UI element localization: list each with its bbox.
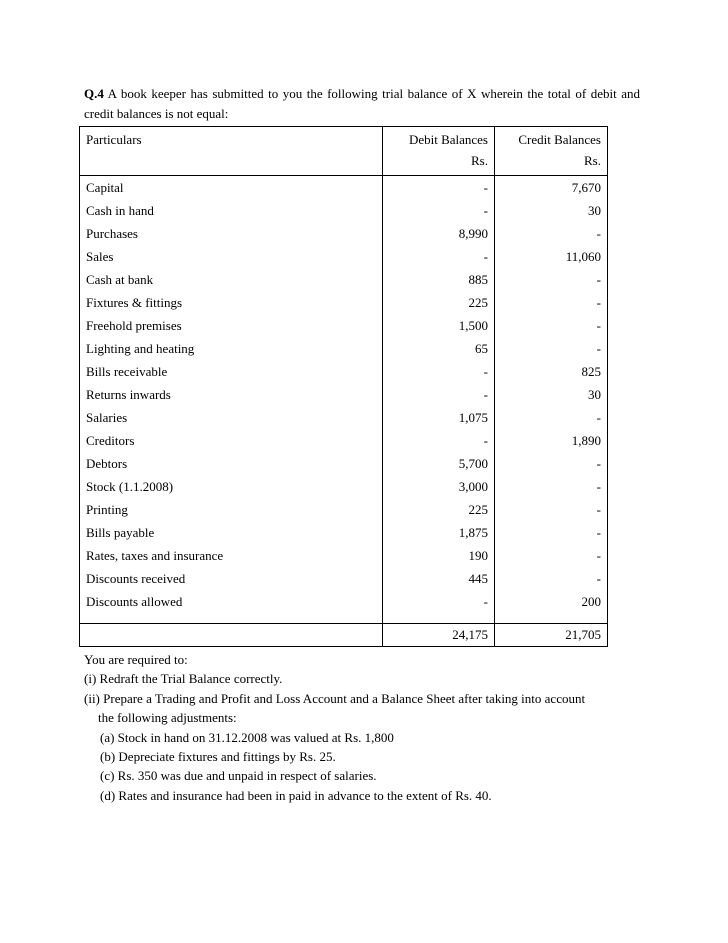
row-credit: - xyxy=(495,406,608,429)
header-particulars: Particulars xyxy=(80,127,383,176)
header-credit-unit: Rs. xyxy=(584,153,601,168)
row-debit: - xyxy=(383,383,495,406)
row-credit: 30 xyxy=(495,383,608,406)
row-credit: - xyxy=(495,291,608,314)
row-credit: 30 xyxy=(495,199,608,222)
row-debit: 65 xyxy=(383,337,495,360)
table-row xyxy=(80,314,608,337)
row-credit: 200 xyxy=(495,590,608,613)
instructions xyxy=(84,650,664,805)
row-debit: - xyxy=(383,199,495,222)
spacer-cell xyxy=(80,613,383,624)
adjustment-item: (c) Rs. 350 was due and unpaid in respect of salaries. xyxy=(100,768,377,784)
row-credit: - xyxy=(495,452,608,475)
row-particular: Bills receivable xyxy=(80,360,383,383)
spacer-cell xyxy=(383,613,495,624)
row-particular: Salaries xyxy=(80,406,383,429)
table-row xyxy=(80,383,608,406)
table-row xyxy=(80,245,608,268)
row-debit: - xyxy=(383,360,495,383)
total-label-cell xyxy=(80,624,383,647)
row-particular: Bills payable xyxy=(80,521,383,544)
row-credit: 7,670 xyxy=(495,176,608,200)
row-particular: Fixtures & fittings xyxy=(80,291,383,314)
table-row xyxy=(80,291,608,314)
row-debit: 1,875 xyxy=(383,521,495,544)
table-row xyxy=(80,268,608,291)
row-particular: Sales xyxy=(80,245,383,268)
row-debit: 1,075 xyxy=(383,406,495,429)
adjustment-item: (a) Stock in hand on 31.12.2008 was valued at Rs. 1,800 xyxy=(100,729,394,745)
row-credit: - xyxy=(495,268,608,291)
table-row xyxy=(80,521,608,544)
table-row xyxy=(80,452,608,475)
header-debit-unit: Rs. xyxy=(471,153,488,168)
row-debit: 1,500 xyxy=(383,314,495,337)
table-spacer-row xyxy=(80,613,608,624)
row-particular: Discounts allowed xyxy=(80,590,383,613)
table-total-row xyxy=(80,624,608,647)
row-particular: Purchases xyxy=(80,222,383,245)
header-debit xyxy=(383,127,495,176)
adjustment-item: (b) Depreciate fixtures and fittings by Rs. 25. xyxy=(100,749,336,765)
row-debit: 5,700 xyxy=(383,452,495,475)
row-debit: 445 xyxy=(383,567,495,590)
row-particular: Capital xyxy=(80,176,383,200)
adjustment-item: (d) Rates and insurance had been in paid in advance to the extent of Rs. 40. xyxy=(100,787,492,803)
header-credit-label: Credit Balances xyxy=(518,132,601,147)
table-row xyxy=(80,360,608,383)
instruction-item: (i) Redraft the Trial Balance correctly. xyxy=(84,671,283,687)
instructions-intro: You are required to: xyxy=(84,652,188,667)
row-credit: - xyxy=(495,475,608,498)
row-credit: - xyxy=(495,521,608,544)
row-credit: - xyxy=(495,314,608,337)
row-credit: - xyxy=(495,544,608,567)
row-debit: 225 xyxy=(383,498,495,521)
table-row xyxy=(80,590,608,613)
trial-balance-table xyxy=(79,126,608,647)
row-debit: - xyxy=(383,245,495,268)
spacer-cell xyxy=(495,613,608,624)
row-debit: - xyxy=(383,176,495,200)
row-debit: - xyxy=(383,590,495,613)
table-row xyxy=(80,176,608,200)
table-row xyxy=(80,567,608,590)
row-debit: 3,000 xyxy=(383,475,495,498)
instruction-item: the following adjustments: xyxy=(98,710,237,726)
table-row xyxy=(80,429,608,452)
header-credit xyxy=(495,127,608,176)
table-row xyxy=(80,337,608,360)
row-particular: Discounts received xyxy=(80,567,383,590)
question-text: A book keeper has submitted to you the following trial balance of X wherein the total of debit and credit balances is not equal: xyxy=(84,86,640,121)
table-row xyxy=(80,475,608,498)
row-credit: 11,060 xyxy=(495,245,608,268)
row-particular: Debtors xyxy=(80,452,383,475)
table-row xyxy=(80,222,608,245)
question-number: Q.4 xyxy=(84,86,104,101)
row-particular: Creditors xyxy=(80,429,383,452)
total-credit: 21,705 xyxy=(495,624,608,647)
question-paragraph xyxy=(84,84,640,124)
total-debit: 24,175 xyxy=(383,624,495,647)
row-credit: - xyxy=(495,222,608,245)
row-particular: Stock (1.1.2008) xyxy=(80,475,383,498)
row-particular: Rates, taxes and insurance xyxy=(80,544,383,567)
row-credit: - xyxy=(495,498,608,521)
instruction-item: (ii) Prepare a Trading and Profit and Loss Account and a Balance Sheet after taking into account xyxy=(84,690,586,706)
row-debit: 8,990 xyxy=(383,222,495,245)
row-debit: 190 xyxy=(383,544,495,567)
row-particular: Lighting and heating xyxy=(80,337,383,360)
row-credit: - xyxy=(495,567,608,590)
row-debit: 885 xyxy=(383,268,495,291)
table-row xyxy=(80,498,608,521)
row-particular: Cash in hand xyxy=(80,199,383,222)
row-credit: 1,890 xyxy=(495,429,608,452)
row-debit: - xyxy=(383,429,495,452)
table-row xyxy=(80,544,608,567)
table-row xyxy=(80,199,608,222)
row-particular: Freehold premises xyxy=(80,314,383,337)
row-credit: 825 xyxy=(495,360,608,383)
row-particular: Printing xyxy=(80,498,383,521)
header-debit-label: Debit Balances xyxy=(408,132,488,147)
table-row xyxy=(80,406,608,429)
table-header-row xyxy=(80,127,608,176)
row-debit: 225 xyxy=(383,291,495,314)
row-particular: Cash at bank xyxy=(80,268,383,291)
row-particular: Returns inwards xyxy=(80,383,383,406)
row-credit: - xyxy=(495,337,608,360)
